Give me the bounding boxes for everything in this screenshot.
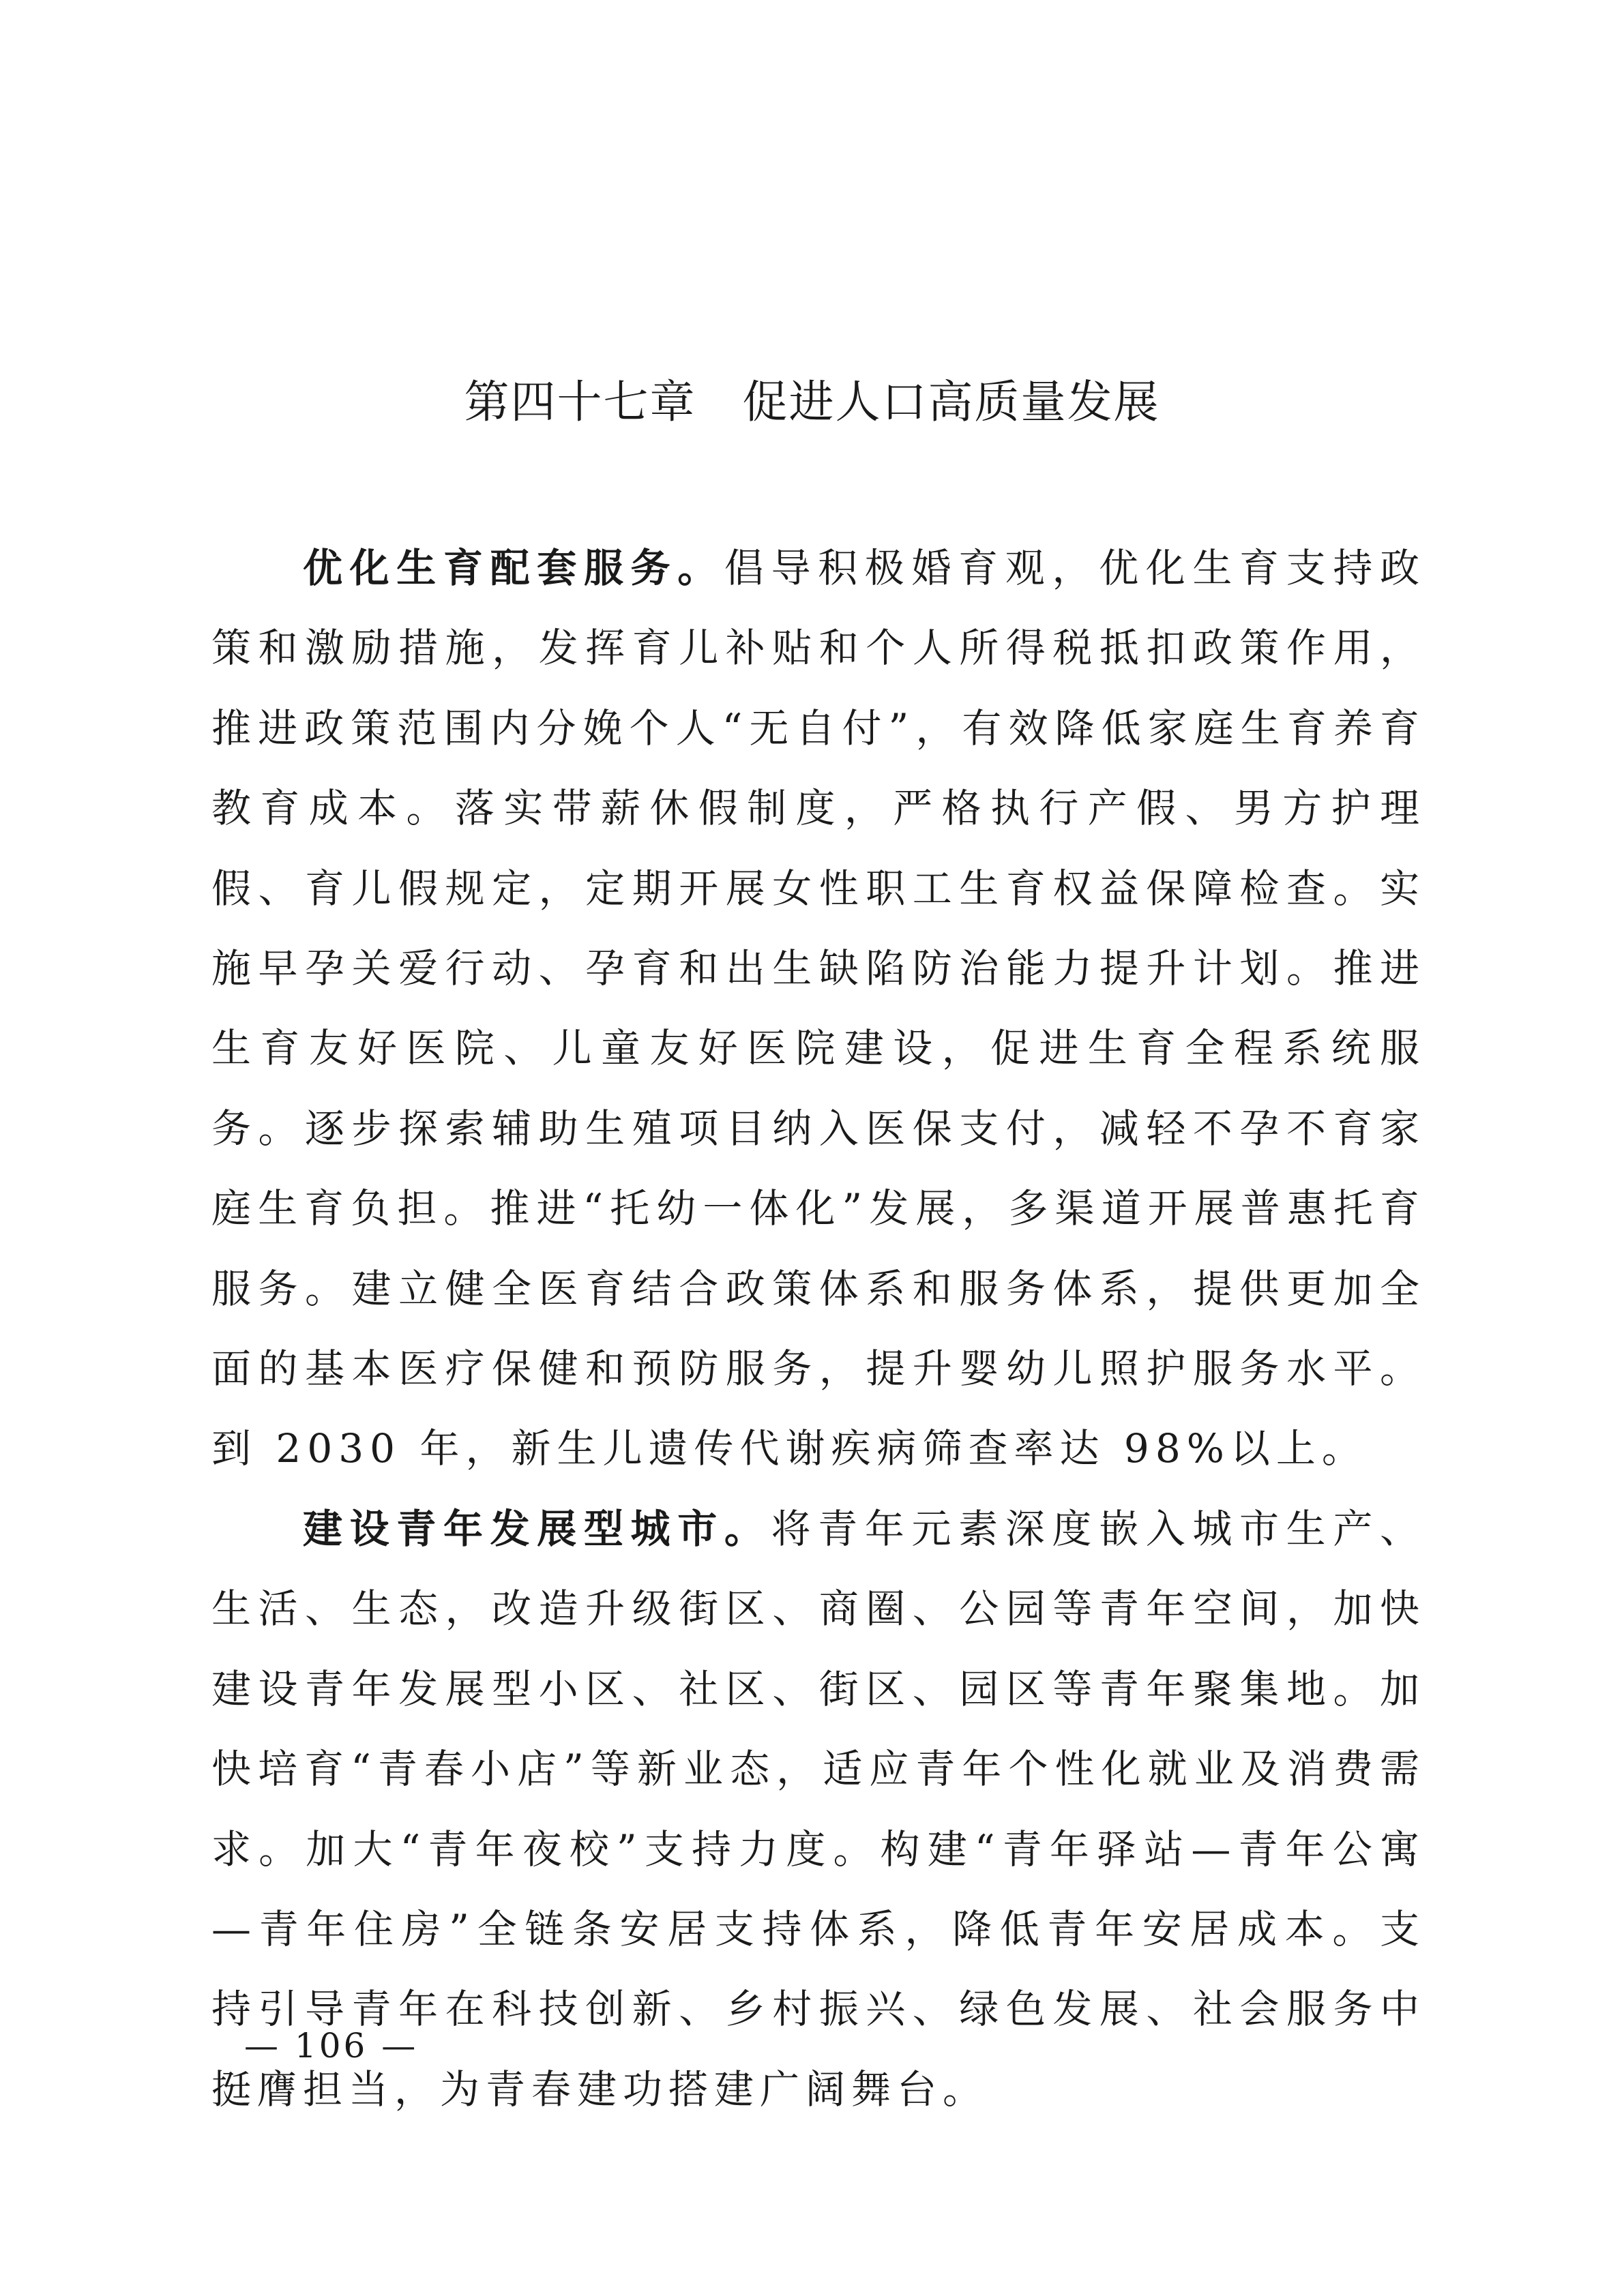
chapter-title: 第四十七章 促进人口高质量发展 — [464, 376, 1160, 428]
page-number: — 106 — — [244, 2026, 419, 2066]
paragraph-text: 将青年元素深度嵌入城市生产、生活、生态，改造升级街区、商圈、公园等青年空间，加快建设青年发展型小区、社区、街区、园区等青年聚集地。加快培育“青春小店”等新业态，适应青年个性化就业及消费需求。加大“青年夜校”支持力度。构建“青年驿站—青年公寓—青年住房”全链条安居支持体系，降低青年安居成本。支持引导青年在科技创新、乡村振兴、绿色发展、社会服务中挺膺担当，为青春建功搭建广阔舞台。 — [211, 1505, 1426, 2113]
paragraph-lead: 建设青年发展型城市。 — [303, 1505, 771, 1552]
paragraph-text: 倡导积极婚育观，优化生育支持政策和激励措施，发挥育儿补贴和个人所得税抵扣政策作用，推进政策范围内分娩个人“无自付”，有效降低家庭生育养育教育成本。落实带薪休假制度，严格执行产假、男方护理假、育儿假规定，定期开展女性职工生育权益保障检查。实施早孕关爱行动、孕育和出生缺陷防治能力提升计划。推进生育友好医院、儿童友好医院建设，促进生育全程系统服务。逐步探索辅助生殖项目纳入医保支付，减轻不孕不育家庭生育负担。推进“托幼一体化”发展，多渠道开展普惠托育服务。建立健全医育结合政策体系和服务体系，提供更加全面的基本医疗保健和预防服务，提升婴幼儿照护服务水平。到 2030 年，新生儿遗传代谢疾病筛查率达 98%以上。 — [211, 545, 1426, 1472]
paragraph-fertility-services — [211, 528, 1426, 1489]
body-text — [211, 528, 1426, 2130]
paragraph-lead: 优化生育配套服务。 — [303, 545, 724, 591]
